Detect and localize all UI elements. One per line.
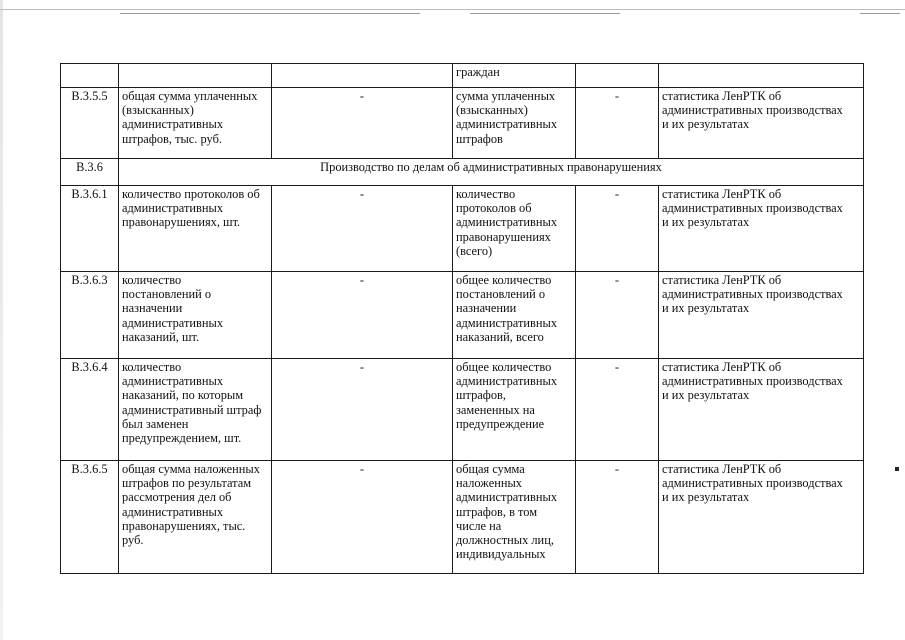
table-row [61, 88, 864, 159]
cell-code: В.3.6.1 [61, 186, 119, 272]
cell-dash: - [576, 272, 659, 359]
cell-indicator: общая сумма уплаченных (взысканных) административных штрафов, тыс. руб. [119, 88, 272, 159]
scan-top-line [0, 9, 905, 10]
cell-description: общее количество постановлений о назначении административных наказаний, всего [453, 272, 576, 359]
indicators-table [60, 63, 864, 574]
cell-dash: - [576, 186, 659, 272]
cell-source: статистика ЛенРТК об административных производствах и их результатах [659, 186, 864, 272]
cell-source: статистика ЛенРТК об административных производствах и их результатах [659, 272, 864, 359]
cell-dash: - [272, 186, 453, 272]
cell-code: В.3.6.3 [61, 272, 119, 359]
scan-dash-2 [470, 13, 620, 14]
table-row [61, 186, 864, 272]
cell-code: В.3.6.5 [61, 461, 119, 574]
cell-dash: - [576, 461, 659, 574]
cell-indicator: количество постановлений о назначении административных наказаний, шт. [119, 272, 272, 359]
cell-description: граждан [453, 64, 576, 88]
table-row [61, 461, 864, 574]
cell-dash: - [272, 88, 453, 159]
section-row [61, 159, 864, 186]
cell-source: статистика ЛенРТК об административных производствах и их результатах [659, 88, 864, 159]
cell-description: общая сумма наложенных административных штрафов, в том числе на должностных лиц, индивидуальных [453, 461, 576, 574]
cell-dash: - [272, 461, 453, 574]
cell-indicator: общая сумма наложенных штрафов по результатам рассмотрения дел об административных правонарушениях, тыс. руб. [119, 461, 272, 574]
cell-code: В.3.6.4 [61, 359, 119, 461]
table-row [61, 272, 864, 359]
cell-code [61, 64, 119, 88]
scan-speck [895, 467, 899, 471]
cell-description: общее количество административных штрафов, замененных на предупреждение [453, 359, 576, 461]
cell-dash: - [272, 359, 453, 461]
cell-dash [272, 64, 453, 88]
cell-indicator: количество административных наказаний, по которым административный штраф был заменен предупреждением, шт. [119, 359, 272, 461]
cell-source: статистика ЛенРТК об административных производствах и их результатах [659, 359, 864, 461]
cell-indicator: количество протоколов об административных правонарушениях, шт. [119, 186, 272, 272]
scan-dash-1 [120, 13, 420, 14]
scan-left-edge [0, 0, 3, 640]
cell-description: сумма уплаченных (взысканных) административных штрафов [453, 88, 576, 159]
cell-source [659, 64, 864, 88]
section-code: В.3.6 [61, 159, 119, 186]
table-row [61, 359, 864, 461]
cell-code: В.3.5.5 [61, 88, 119, 159]
section-title: Производство по делам об административных правонарушениях [119, 159, 864, 186]
scan-dash-3 [860, 13, 900, 14]
cell-dash: - [272, 272, 453, 359]
cell-source: статистика ЛенРТК об административных производствах и их результатах [659, 461, 864, 574]
cell-indicator [119, 64, 272, 88]
cell-dash: - [576, 88, 659, 159]
cell-description: количество протоколов об административных правонарушениях (всего) [453, 186, 576, 272]
cell-dash [576, 64, 659, 88]
table-row-continuation [61, 64, 864, 88]
cell-dash: - [576, 359, 659, 461]
